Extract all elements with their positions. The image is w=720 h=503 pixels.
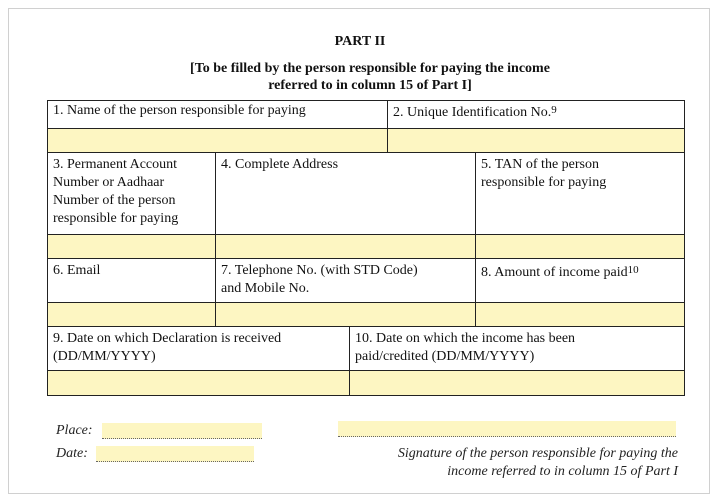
rule-v-col1 <box>215 152 216 326</box>
label-telephone-line1: 7. Telephone No. (with STD Code) <box>221 263 418 278</box>
input-name-of-payer[interactable] <box>48 129 387 152</box>
label-address: 4. Complete Address <box>221 157 339 172</box>
signature-caption-line1: Signature of the person responsible for paying the <box>397 446 678 461</box>
rule-h4 <box>47 258 685 259</box>
rule-v-col2 <box>475 152 476 326</box>
label-income-paid-date-line1: 10. Date on which the income has been <box>355 331 576 346</box>
place-field[interactable] <box>102 423 262 439</box>
footnote-10: 10 <box>627 264 639 276</box>
label-pan-line3: Number of the person <box>53 193 176 208</box>
label-amount-paid <box>475 262 685 306</box>
input-income-paid-date[interactable] <box>350 371 684 395</box>
label-pan-line1: 3. Permanent Account <box>53 157 178 172</box>
input-amount-paid[interactable] <box>476 303 684 326</box>
label-tan-line2: responsible for paying <box>481 175 607 190</box>
signature-caption <box>300 445 678 481</box>
rule-v-row1 <box>387 100 388 152</box>
table-border-right <box>684 100 685 396</box>
label-telephone <box>215 260 475 304</box>
label-amount-paid-text: 8. Amount of income paid <box>481 265 628 280</box>
label-email: 6. Email <box>53 263 101 278</box>
label-pan-line4: responsible for paying <box>53 211 179 226</box>
signature-field[interactable] <box>338 421 676 437</box>
rule-h2 <box>47 152 685 153</box>
part-subtitle-line1: [To be filled by the person responsible for paying the income <box>190 61 550 76</box>
date-label: Date: <box>56 446 88 461</box>
declaration-table <box>47 100 685 396</box>
label-pan-line2: Number or Aadhaar <box>53 175 165 190</box>
rule-h1 <box>47 128 685 129</box>
signature-caption-line2: income referred to in column 15 of Part I <box>447 464 678 479</box>
input-unique-id[interactable] <box>388 129 684 152</box>
input-pan-aadhaar[interactable] <box>48 235 215 258</box>
label-income-paid-date <box>349 328 685 372</box>
rule-v-row4 <box>349 326 350 396</box>
input-email[interactable] <box>48 303 215 326</box>
rule-h3 <box>47 234 685 235</box>
label-unique-id <box>387 102 685 130</box>
label-name-of-payer: 1. Name of the person responsible for paying <box>53 103 306 118</box>
rule-h6 <box>47 326 685 327</box>
rule-h5 <box>47 302 685 303</box>
label-declaration-date-line2: (DD/MM/YYYY) <box>53 349 156 364</box>
table-border-bottom <box>47 395 685 396</box>
input-tan[interactable] <box>476 235 684 258</box>
date-field[interactable] <box>96 446 254 462</box>
rule-h7 <box>47 370 685 371</box>
label-declaration-date <box>47 328 349 372</box>
table-border-top <box>47 100 685 101</box>
label-tan <box>475 154 685 236</box>
footnote-9: 9 <box>551 104 557 116</box>
table-border-left <box>47 100 48 396</box>
label-income-paid-date-line2: paid/credited (DD/MM/YYYY) <box>355 349 535 364</box>
label-unique-id-text: 2. Unique Identification No. <box>393 105 552 120</box>
part-subtitle-line2: referred to in column 15 of Part I] <box>268 78 472 93</box>
label-pan-aadhaar <box>47 154 215 236</box>
label-declaration-date-line1: 9. Date on which Declaration is received <box>53 331 282 346</box>
input-address[interactable] <box>216 235 475 258</box>
input-declaration-date[interactable] <box>48 371 349 395</box>
part-title: PART II <box>334 34 386 49</box>
input-telephone[interactable] <box>216 303 475 326</box>
label-tan-line1: 5. TAN of the person <box>481 157 599 172</box>
label-telephone-line2: and Mobile No. <box>221 281 310 296</box>
place-label: Place: <box>56 423 93 438</box>
